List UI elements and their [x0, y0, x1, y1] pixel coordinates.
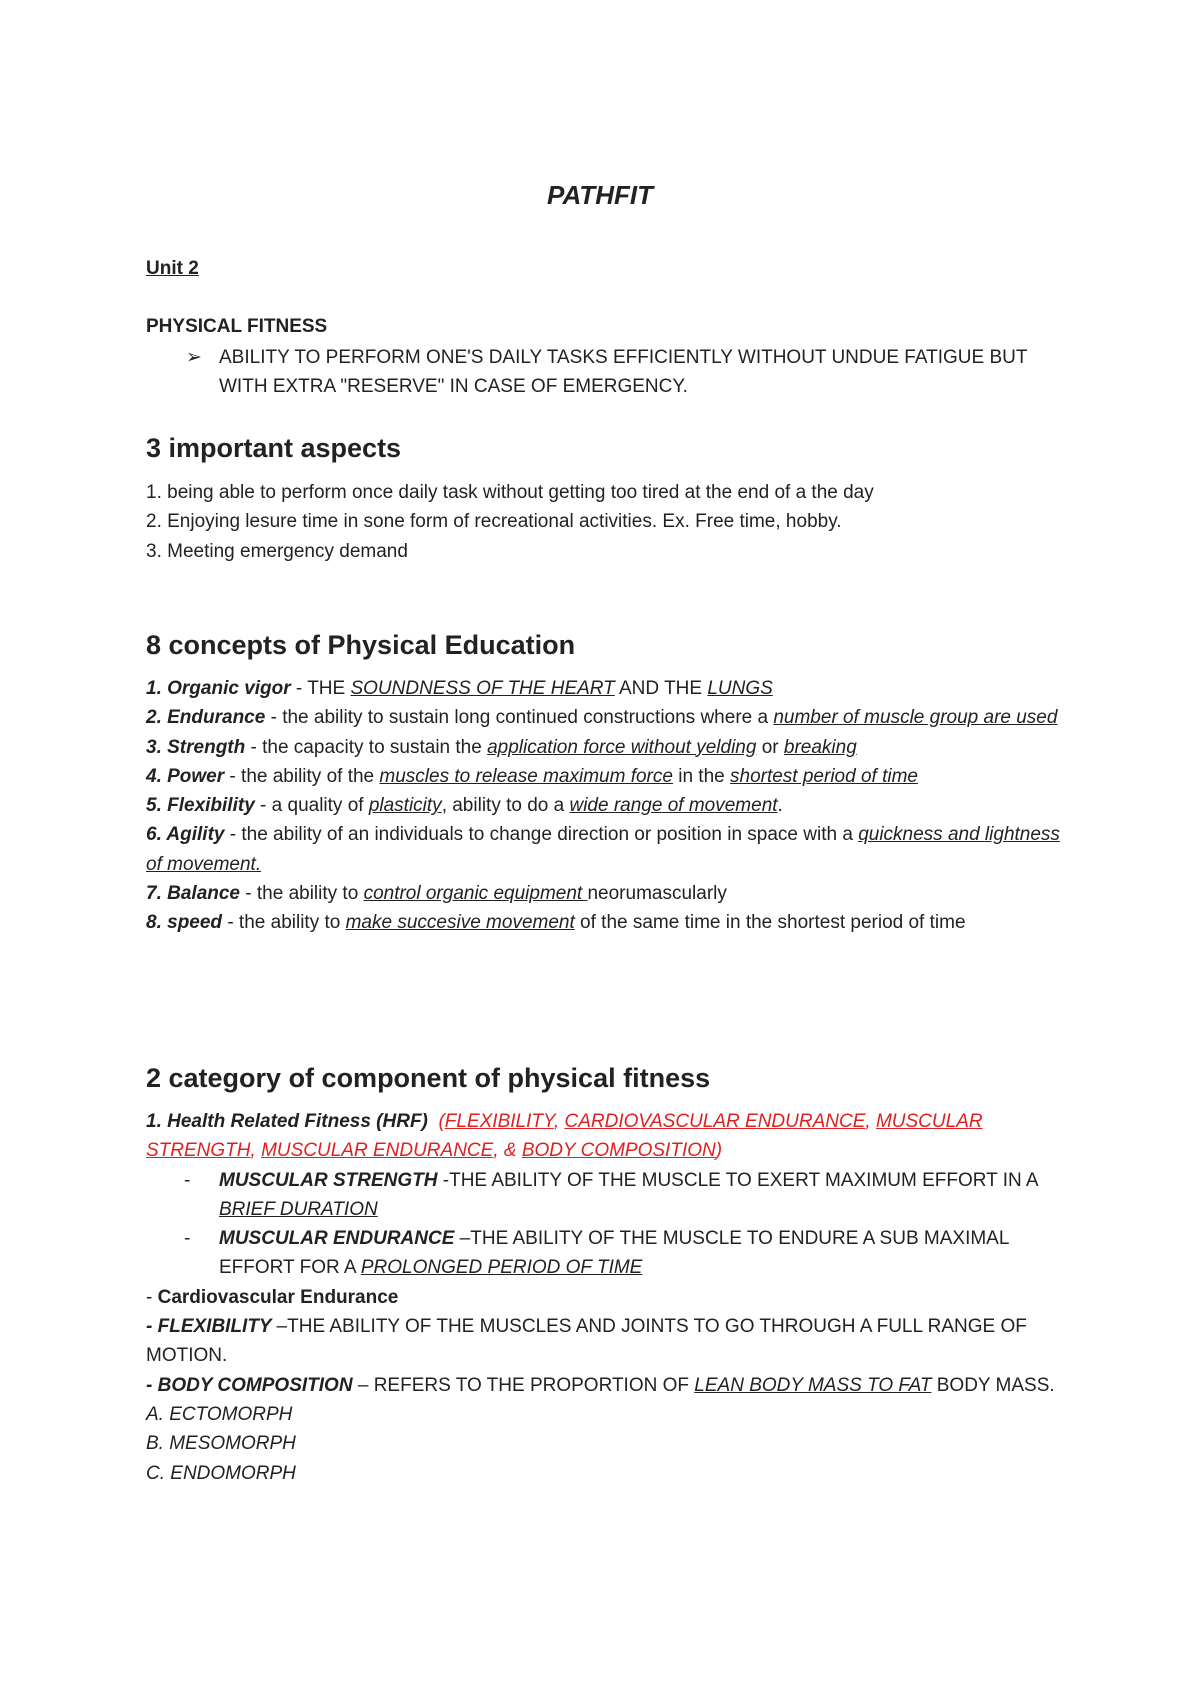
list-item: 2. Enjoying lesure time in sone form of recreational activities. Ex. Free time, hobby.	[146, 511, 842, 533]
hrf-component: FLEXIBILITY	[444, 1111, 554, 1132]
hrf-line	[146, 1107, 1070, 1166]
concept-speed	[146, 908, 1070, 937]
underlined-phrase: LUNGS	[707, 678, 773, 699]
underlined-phrase: application force without yelding	[487, 736, 757, 758]
concept-text: - the ability to	[240, 883, 364, 905]
item-text: -THE ABILITY OF THE MUSCLE TO EXERT MAXIMUM EFFORT IN A	[442, 1169, 1038, 1191]
concept-term: 8. speed	[146, 912, 223, 934]
concept-text: - the ability of the	[224, 765, 380, 787]
aspects-heading: 3 important aspects	[146, 433, 402, 463]
underlined-phrase: number of muscle group are used	[773, 707, 1058, 729]
flexibility-item	[146, 1312, 1070, 1371]
definition-text: ABILITY TO PERFORM ONE'S DAILY TASKS EFFICIENTLY WITHOUT UNDUE FATIGUE BUT WITH EXTRA "RESERVE" IN CASE OF EMERGENCY.	[219, 347, 1028, 397]
concepts-list	[146, 674, 1070, 938]
underlined-phrase: make succesive movement	[345, 912, 575, 934]
concept-agility	[146, 820, 1070, 879]
underlined-phrase: PROLONGED PERIOD OF TIME	[360, 1257, 643, 1279]
hrf-separator: ,	[250, 1140, 262, 1162]
concept-text: in the	[672, 765, 730, 787]
concept-text: of the same time in the shortest period of time	[574, 912, 966, 934]
concept-power	[146, 762, 1070, 791]
hrf-separator: ,	[553, 1111, 565, 1132]
concept-text: neorumascularly	[587, 883, 727, 905]
hrf-separator: , &	[493, 1140, 522, 1162]
underlined-phrase: LEAN BODY MASS TO FAT	[694, 1374, 932, 1396]
item-text: –THE ABILITY OF THE MUSCLES AND JOINTS TO GO THROUGH A FULL RANGE OF MOTION.	[146, 1316, 1027, 1367]
item-text: BODY MASS.	[931, 1374, 1055, 1396]
underlined-phrase: BRIEF DURATION	[219, 1198, 378, 1220]
concept-term: 2. Endurance	[146, 707, 266, 729]
concept-text: AND THE	[614, 678, 708, 699]
document-title: PATHFIT	[547, 180, 653, 210]
item-text: – REFERS TO THE PROPORTION OF	[357, 1374, 695, 1396]
concept-term: 3. Strength	[146, 736, 246, 758]
concept-text: - the ability to	[222, 912, 346, 934]
category-content	[146, 1107, 1070, 1488]
underlined-phrase: control organic equipment	[363, 883, 588, 905]
hrf-paren: )	[715, 1140, 723, 1162]
hrf-separator: ,	[865, 1111, 876, 1132]
arrow-bullet-icon: ➢	[186, 347, 202, 368]
item-prefix: -	[146, 1286, 158, 1308]
physical-fitness-heading: PHYSICAL FITNESS	[146, 316, 328, 337]
physical-fitness-definition	[186, 343, 1070, 401]
underlined-phrase: wide range of movement	[569, 795, 778, 817]
list-item: 1. being able to perform once daily task without getting too tired at the end of a the day	[146, 482, 874, 503]
concept-term: 1. Organic vigor	[146, 678, 291, 699]
item-text: –THE ABILITY OF THE MUSCLE TO ENDURE A SUB MAXIMAL EFFORT FOR A	[219, 1228, 1009, 1279]
item-term: Cardiovascular Endurance	[157, 1286, 399, 1308]
underlined-phrase: breaking	[783, 736, 857, 758]
concept-balance	[146, 879, 1070, 908]
item-term: MUSCULAR STRENGTH	[219, 1169, 443, 1191]
hrf-label: 1. Health Related Fitness (HRF)	[146, 1111, 428, 1132]
concept-text: - THE	[290, 678, 351, 699]
muscular-strength-item	[146, 1166, 1070, 1225]
dash-bullet: -	[184, 1228, 191, 1250]
concept-text: or	[756, 736, 784, 758]
category-heading: 2 category of component of physical fitness	[146, 1063, 711, 1093]
underlined-phrase: SOUNDNESS OF THE HEART	[350, 678, 615, 699]
body-composition-item	[146, 1371, 1070, 1400]
underlined-phrase: muscles to release maximum force	[379, 765, 673, 787]
concept-text: - the ability of an individuals to change direction or position in space with a	[224, 824, 859, 846]
concept-organic-vigor	[146, 674, 1070, 703]
cardiovascular-item	[146, 1283, 1070, 1312]
aspects-list	[146, 478, 1070, 566]
somatotype-item: A. ECTOMORPH	[146, 1403, 293, 1425]
concept-endurance	[146, 703, 1070, 732]
concept-term: 7. Balance	[146, 883, 240, 905]
concept-term: 6. Agility	[146, 824, 225, 846]
dash-bullet: -	[184, 1169, 191, 1191]
somatotype-item: C. ENDOMORPH	[146, 1462, 296, 1484]
muscular-endurance-item	[146, 1224, 1070, 1283]
concepts-heading: 8 concepts of Physical Education	[146, 630, 576, 660]
concept-text: .	[777, 795, 783, 817]
concept-text: , ability to do a	[441, 795, 570, 817]
concept-term: 4. Power	[146, 765, 225, 787]
list-item: 3. Meeting emergency demand	[146, 540, 408, 562]
concept-text: - the capacity to sustain the	[245, 736, 488, 758]
item-term: - BODY COMPOSITION	[146, 1374, 358, 1396]
concept-term: 5. Flexibility	[146, 795, 255, 817]
item-term: - FLEXIBILITY	[146, 1316, 277, 1338]
somatotype-item: B. MESOMORPH	[146, 1433, 296, 1455]
hrf-component: MUSCULAR ENDURANCE	[261, 1140, 494, 1162]
underlined-phrase: quickness and lightness of movement.	[146, 824, 1060, 875]
concept-text: - a quality of	[254, 795, 369, 817]
unit-label: Unit 2	[146, 258, 199, 279]
hrf-component: CARDIOVASCULAR ENDURANCE	[564, 1111, 866, 1132]
hrf-component: MUSCULAR STRENGTH	[146, 1111, 983, 1162]
concept-strength	[146, 733, 1070, 762]
item-term: MUSCULAR ENDURANCE	[219, 1228, 460, 1250]
underlined-phrase: shortest period of time	[730, 765, 918, 787]
hrf-paren: (	[438, 1111, 445, 1132]
underlined-phrase: plasticity	[368, 795, 442, 817]
concept-text: - the ability to sustain long continued constructions where a	[265, 707, 774, 729]
concept-flexibility	[146, 791, 1070, 820]
hrf-component: BODY COMPOSITION	[521, 1140, 716, 1162]
